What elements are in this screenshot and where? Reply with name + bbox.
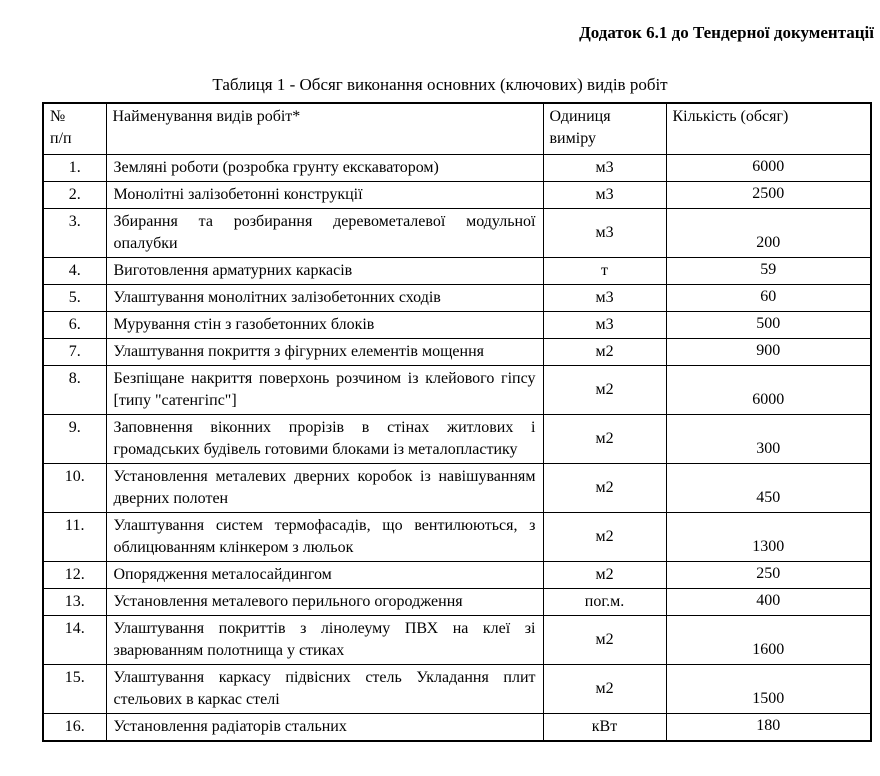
work-name-cell: Заповнення віконних прорізів в стінах житлових і громадських будівель готовими блоками із металопластику (106, 415, 543, 464)
work-name-cell: Земляні роботи (розробка грунту екскаватором) (106, 155, 543, 182)
quantity-cell: 6000 (666, 366, 871, 415)
quantity-cell: 1500 (666, 665, 871, 714)
table-head (43, 103, 871, 155)
col-header-quantity: Кількість (обсяг) (666, 103, 871, 155)
unit-cell: м2 (543, 513, 666, 562)
unit-cell: пог.м. (543, 589, 666, 616)
row-number-cell: 13. (43, 589, 106, 616)
col-header-number-line2: п/п (50, 130, 72, 147)
work-name-cell: Монолітні залізобетонні конструкції (106, 182, 543, 209)
row-number-cell: 10. (43, 464, 106, 513)
work-name-cell: Установлення радіаторів стальних (106, 714, 543, 742)
quantity-cell: 500 (666, 312, 871, 339)
unit-cell: м2 (543, 616, 666, 665)
table-header-row (43, 103, 871, 155)
unit-cell: м3 (543, 312, 666, 339)
quantity-cell: 1300 (666, 513, 871, 562)
table-row (43, 415, 871, 464)
row-number-cell: 4. (43, 258, 106, 285)
row-number-cell: 15. (43, 665, 106, 714)
table-body (43, 155, 871, 742)
col-header-name: Найменування видів робіт* (106, 103, 543, 155)
unit-cell: м3 (543, 155, 666, 182)
unit-cell: м2 (543, 562, 666, 589)
table-row (43, 366, 871, 415)
unit-cell: м2 (543, 464, 666, 513)
work-name-cell: Установлення металевих дверних коробок із навішуванням дверних полотен (106, 464, 543, 513)
work-name-cell: Установлення металевого перильного огородження (106, 589, 543, 616)
row-number-cell: 1. (43, 155, 106, 182)
work-name-cell: Улаштування монолітних залізобетонних сходів (106, 285, 543, 312)
unit-cell: м2 (543, 366, 666, 415)
quantity-cell: 180 (666, 714, 871, 742)
row-number-cell: 2. (43, 182, 106, 209)
table-row (43, 464, 871, 513)
unit-cell: м2 (543, 665, 666, 714)
work-name-cell: Безпіщане накриття поверхонь розчином із клейового гіпсу [типу "сатенгіпс"] (106, 366, 543, 415)
col-header-number-line1: № (50, 108, 66, 125)
works-table (42, 102, 872, 742)
quantity-cell: 6000 (666, 155, 871, 182)
table-row (43, 258, 871, 285)
unit-cell: м2 (543, 415, 666, 464)
table-row (43, 209, 871, 258)
work-name-cell: Мурування стін з газобетонних блоків (106, 312, 543, 339)
unit-cell: м3 (543, 285, 666, 312)
table-row (43, 155, 871, 182)
work-name-cell: Улаштування каркасу підвісних стель Укладання плит стельових в каркас стелі (106, 665, 543, 714)
table-row (43, 339, 871, 366)
col-header-unit (543, 103, 666, 155)
row-number-cell: 16. (43, 714, 106, 742)
table-row (43, 285, 871, 312)
quantity-cell: 2500 (666, 182, 871, 209)
work-name-cell: Улаштування систем термофасадів, що вентилюються, з облицюванням клінкером з люльок (106, 513, 543, 562)
quantity-cell: 250 (666, 562, 871, 589)
table-row (43, 312, 871, 339)
table-row (43, 589, 871, 616)
table-row (43, 182, 871, 209)
unit-cell: м2 (543, 339, 666, 366)
quantity-cell: 450 (666, 464, 871, 513)
table-row (43, 562, 871, 589)
table-row (43, 714, 871, 742)
work-name-cell: Улаштування покриття з фігурних елементів мощення (106, 339, 543, 366)
annex-note: Додаток 6.1 до Тендерної документації (579, 23, 874, 42)
unit-cell: м3 (543, 182, 666, 209)
unit-cell: т (543, 258, 666, 285)
row-number-cell: 5. (43, 285, 106, 312)
quantity-cell: 300 (666, 415, 871, 464)
quantity-cell: 59 (666, 258, 871, 285)
row-number-cell: 12. (43, 562, 106, 589)
row-number-cell: 6. (43, 312, 106, 339)
unit-cell: м3 (543, 209, 666, 258)
row-number-cell: 7. (43, 339, 106, 366)
col-header-unit-line1: Одиниця (549, 108, 611, 125)
quantity-cell: 200 (666, 209, 871, 258)
table-row (43, 665, 871, 714)
table-row (43, 513, 871, 562)
row-number-cell: 3. (43, 209, 106, 258)
table-row (43, 616, 871, 665)
quantity-cell: 1600 (666, 616, 871, 665)
work-name-cell: Збирання та розбирання деревометалевої модульної опалубки (106, 209, 543, 258)
row-number-cell: 8. (43, 366, 106, 415)
row-number-cell: 9. (43, 415, 106, 464)
work-name-cell: Улаштування покриттів з лінолеуму ПВХ на клеї зі зварюванням полотнища у стиках (106, 616, 543, 665)
quantity-cell: 400 (666, 589, 871, 616)
quantity-cell: 60 (666, 285, 871, 312)
row-number-cell: 11. (43, 513, 106, 562)
unit-cell: кВт (543, 714, 666, 742)
work-name-cell: Виготовлення арматурних каркасів (106, 258, 543, 285)
col-header-unit-line2: виміру (549, 130, 596, 147)
col-header-number (43, 103, 106, 155)
row-number-cell: 14. (43, 616, 106, 665)
table-title: Таблиця 1 - Обсяг виконання основних (ключових) видів робіт (212, 75, 668, 94)
work-name-cell: Опорядження металосайдингом (106, 562, 543, 589)
quantity-cell: 900 (666, 339, 871, 366)
